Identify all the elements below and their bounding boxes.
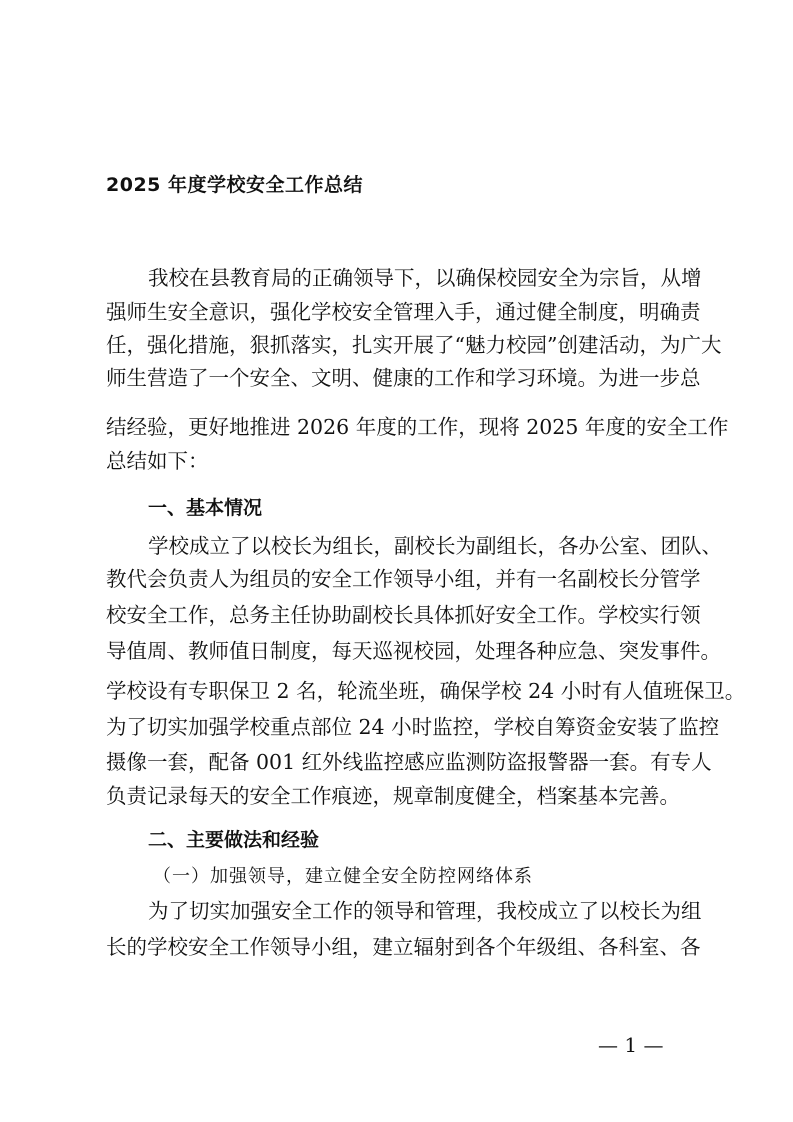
intro-line-1: 我校在县教育局的正确领导下，以确保校园安全为宗旨，从增 <box>148 266 702 290</box>
intro-line-4: 师生营造了一个安全、文明、健康的工作和学习环境。为进一步总 <box>106 366 701 390</box>
section1-line-3: 校安全工作，总务主任协助副校长具体抓好安全工作。学校实行领 <box>106 603 701 627</box>
section1-line-2: 教代会负责人为组员的安全工作领导小组，并有一名副校长分管学 <box>106 567 701 591</box>
intro-line-6: 总结如下： <box>106 449 209 473</box>
section1-line-5: 学校设有专职保卫 2 名，轮流坐班，确保学校 24 小时有人值班保卫。 <box>106 679 746 703</box>
section1-line-6: 为了切实加强学校重点部位 24 小时监控，学校自筹资金安装了监控 <box>106 715 720 739</box>
subsection1-line-2: 长的学校安全工作领导小组，建立辐射到各个年级组、各科室、各 <box>106 935 701 959</box>
section1-line-1: 学校成立了以校长为组长，副校长为副组长，各办公室、团队、 <box>148 534 722 558</box>
page-number: — 1 — <box>598 1033 664 1057</box>
intro-line-5: 结经验，更好地推进 2026 年度的工作，现将 2025 年度的安全工作 <box>106 415 729 439</box>
section1-line-7: 摄像一套，配备 001 红外线监控感应监测防盗报警器一套。有专人 <box>106 750 712 774</box>
subsection1-line-1: 为了切实加强安全工作的领导和管理，我校成立了以校长为组 <box>148 899 702 923</box>
section1-line-8: 负责记录每天的安全工作痕迹，规章制度健全，档案基本完善。 <box>106 784 680 808</box>
intro-line-2: 强师生安全意识，强化学校安全管理入手，通过健全制度，明确责 <box>106 300 701 324</box>
section-heading-basic: 一、基本情况 <box>148 497 263 519</box>
subsection-heading-leadership: （一）加强领导，建立健全安全防控网络体系 <box>153 866 533 887</box>
intro-line-3: 任，强化措施，狠抓落实，扎实开展了“魅力校园”创建活动，为广大 <box>106 333 722 357</box>
document-title: 2025 年度学校安全工作总结 <box>106 174 363 196</box>
section1-line-4: 导值周、教师值日制度，每天巡视校园，处理各种应急、突发事件。 <box>106 639 721 663</box>
section-heading-practices: 二、主要做法和经验 <box>148 829 320 851</box>
